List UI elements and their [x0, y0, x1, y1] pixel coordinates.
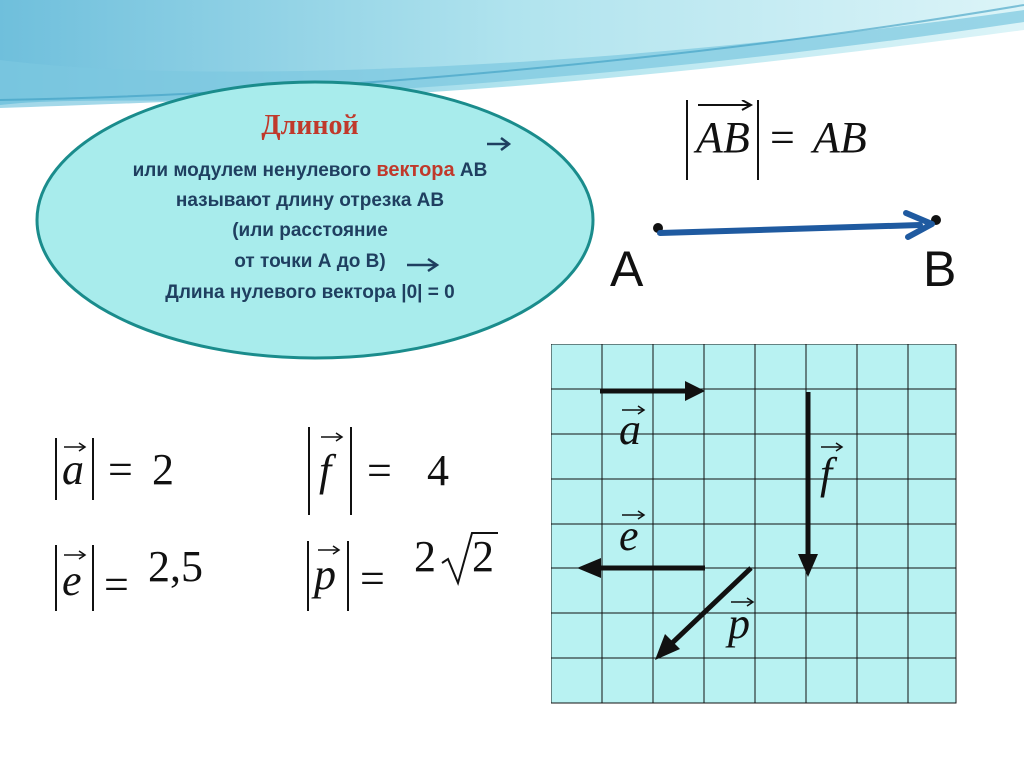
formula-a: a = 2: [40, 430, 210, 510]
point-a-label: A: [610, 241, 644, 297]
formula-f: f = 4: [305, 425, 475, 520]
vector-grid: [551, 344, 957, 704]
definition-line-1: или модулем ненулевого вектора АВ: [132, 159, 488, 181]
definition-title: Длиной: [261, 110, 359, 141]
vector-f-label: f: [820, 449, 833, 498]
vector-ab-drawing: [640, 205, 960, 255]
definition-line-2: называют длину отрезка АВ: [175, 190, 445, 211]
definition-line-3: (или расстояние: [232, 220, 388, 241]
vector-e-label: e: [619, 511, 639, 560]
vector-ab-line: [660, 225, 920, 233]
vector-a-label: a: [619, 405, 641, 454]
abs-bars: [305, 425, 375, 520]
formula-p: p = 2 2: [300, 525, 510, 615]
point-b-label: B: [923, 241, 957, 297]
definition-line-5: Длина нулевого вектора |0| = 0: [165, 282, 455, 303]
formula-e: e = 2,5: [40, 535, 220, 620]
vector-p-label: p: [728, 599, 750, 648]
definition-line-4: от точки А до В): [234, 251, 386, 272]
